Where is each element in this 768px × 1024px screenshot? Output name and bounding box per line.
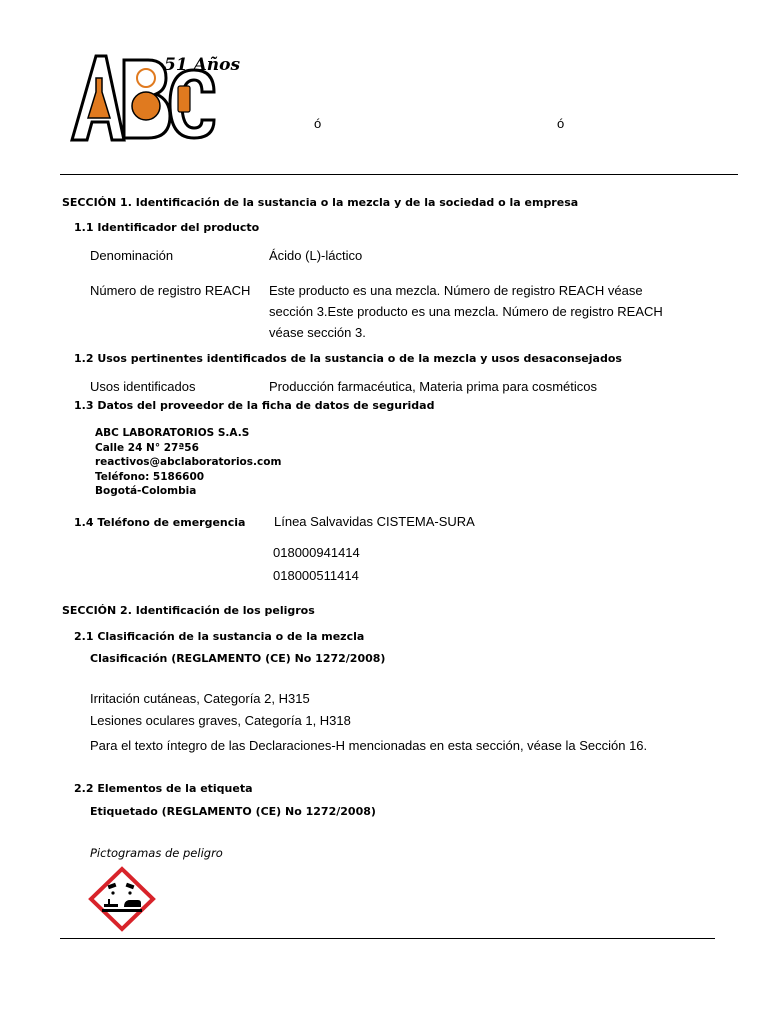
header-divider (60, 174, 738, 175)
footer-divider (60, 938, 715, 939)
header-mark-1: ó (314, 116, 322, 131)
hazard-note: Para el texto íntegro de las Declaraciones-H mencionadas en esta sección, véase la Sección 16. (90, 738, 648, 753)
supplier-block (95, 426, 281, 499)
denomination-value: Ácido (L)-láctico (269, 248, 363, 263)
supplier-name: ABC LABORATORIOS S.A.S (95, 427, 250, 439)
header-mark-2: ó (557, 116, 565, 131)
supplier-city: Bogotá-Colombia (95, 485, 197, 497)
section1-title: SECCIÓN 1. Identificación de la sustancia o la mezcla y de la sociedad o la empresa (62, 196, 579, 209)
supplier-email: reactivos@abclaboratorios.com (95, 456, 282, 468)
hazard-item-2: Lesiones oculares graves, Categoría 1, H318 (90, 713, 351, 728)
emergency-phone-2: 018000511414 (273, 568, 359, 583)
hazard-item-1: Irritación cutáneas, Categoría 2, H315 (90, 691, 310, 706)
section2-2-title: 2.2 Elementos de la etiqueta (74, 782, 253, 795)
reach-label: Número de registro REACH (90, 283, 251, 298)
classification-subtitle: Clasificación (REGLAMENTO (CE) No 1272/2008) (90, 652, 386, 665)
emergency-phone-1: 018000941414 (273, 545, 360, 560)
supplier-address: Calle 24 N° 27ª56 (95, 441, 199, 454)
section1-4-title: 1.4 Teléfono de emergencia (74, 516, 246, 529)
company-logo (66, 48, 241, 148)
supplier-phone: Teléfono: 5186600 (95, 470, 205, 483)
labeling-subtitle: Etiquetado (REGLAMENTO (CE) No 1272/2008) (90, 805, 376, 818)
emergency-line: Línea Salvavidas CISTEMA-SURA (274, 514, 475, 529)
logo-years-text: 51 Años (164, 55, 241, 75)
corrosion-icon (88, 866, 156, 932)
section2-1-title: 2.1 Clasificación de la sustancia o de la mezcla (74, 630, 365, 643)
section2-title: SECCIÓN 2. Identificación de los peligros (62, 604, 315, 617)
reach-value: Este producto es una mezcla. Número de registro REACH véase sección 3.Este producto es una mezcla. Número de registro REACH véase sección 3. (269, 283, 663, 340)
section1-2-title: 1.2 Usos pertinentes identificados de la sustancia o de la mezcla y usos desaconsejados (74, 352, 622, 365)
section1-3-title: 1.3 Datos del proveedor de la ficha de datos de seguridad (74, 399, 435, 412)
pictogram-label: Pictogramas de peligro (90, 846, 223, 860)
section1-1-title: 1.1 Identificador del producto (74, 221, 260, 234)
uses-label: Usos identificados (90, 379, 196, 394)
uses-value: Producción farmacéutica, Materia prima para cosméticos (269, 379, 598, 394)
denomination-label: Denominación (90, 248, 174, 263)
